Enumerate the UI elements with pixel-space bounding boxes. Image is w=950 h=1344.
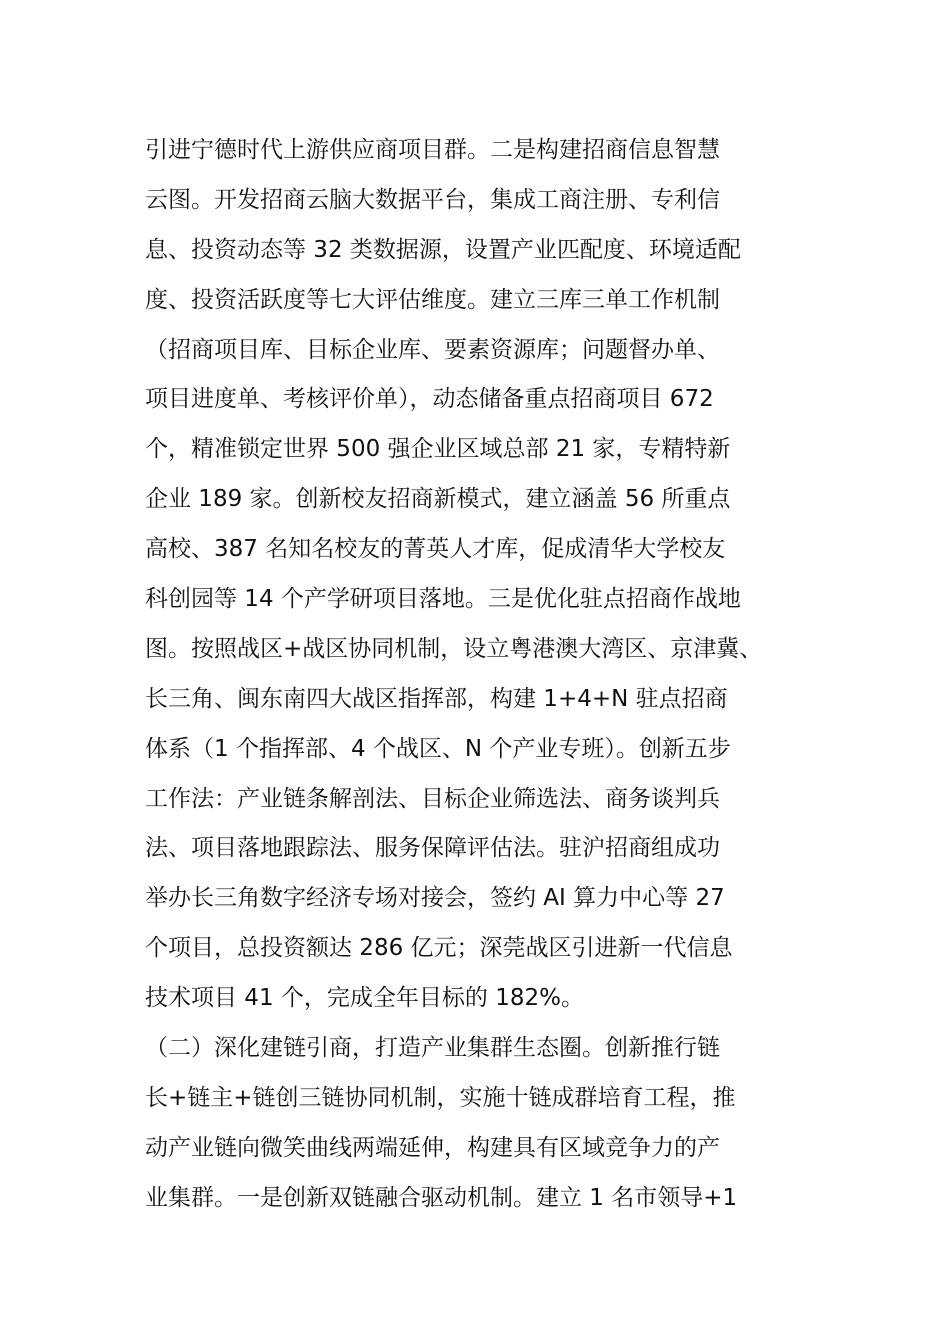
text-line: 云图。开发招商云脑大数据平台，集成工商注册、专利信 xyxy=(145,186,720,213)
text-line: 业集群。一是创新双链融合驱动机制。建立 1 名市领导+1 xyxy=(145,1184,738,1211)
text-line: （二）深化建链引商，打造产业集群生态圈。创新推行链 xyxy=(145,1035,720,1062)
text-line: 科创园等 14 个产学研项目落地。三是优化驻点招商作战地 xyxy=(145,586,741,613)
text-line: 图。按照战区+战区协同机制，设立粤港澳大湾区、京津冀、 xyxy=(145,635,763,662)
text-line: 长三角、闽东南四大战区指挥部，构建 1+4+N 驻点招商 xyxy=(145,685,728,712)
text-line: 体系（1 个指挥部、4 个战区、N 个产业专班）。创新五步 xyxy=(145,735,731,762)
text-line: 个项目，总投资额达 286 亿元；深莞战区引进新一代信息 xyxy=(145,935,733,962)
text-line: 项目进度单、考核评价单），动态储备重点招商项目 672 xyxy=(145,386,714,413)
text-line: 动产业链向微笑曲线两端延伸，构建具有区域竞争力的产 xyxy=(145,1134,720,1161)
text-line: 长+链主+链创三链协同机制，实施十链成群培育工程，推 xyxy=(145,1084,736,1111)
body-text xyxy=(145,128,825,1226)
text-line: 技术项目 41 个，完成全年目标的 182%。 xyxy=(145,985,584,1012)
text-line: 度、投资活跃度等七大评估维度。建立三库三单工作机制 xyxy=(145,286,720,313)
text-line: 高校、387 名知名校友的菁英人才库，促成清华大学校友 xyxy=(145,536,726,563)
text-line: 企业 189 家。创新校友招商新模式，建立涵盖 56 所重点 xyxy=(145,486,731,513)
text-line: 举办长三角数字经济专场对接会，签约 AI 算力中心等 27 xyxy=(145,885,725,912)
text-line: 个，精准锁定世界 500 强企业区域总部 21 家，专精特新 xyxy=(145,436,731,463)
text-line: 法、项目落地跟踪法、服务保障评估法。驻沪招商组成功 xyxy=(145,835,720,862)
text-line: 息、投资动态等 32 类数据源，设置产业匹配度、环境适配 xyxy=(145,236,741,263)
text-line: 工作法：产业链条解剖法、目标企业筛选法、商务谈判兵 xyxy=(145,785,720,812)
text-line: 引进宁德时代上游供应商项目群。二是构建招商信息智慧 xyxy=(145,137,720,163)
text-line: （招商项目库、目标企业库、要素资源库；问题督办单、 xyxy=(145,336,720,363)
